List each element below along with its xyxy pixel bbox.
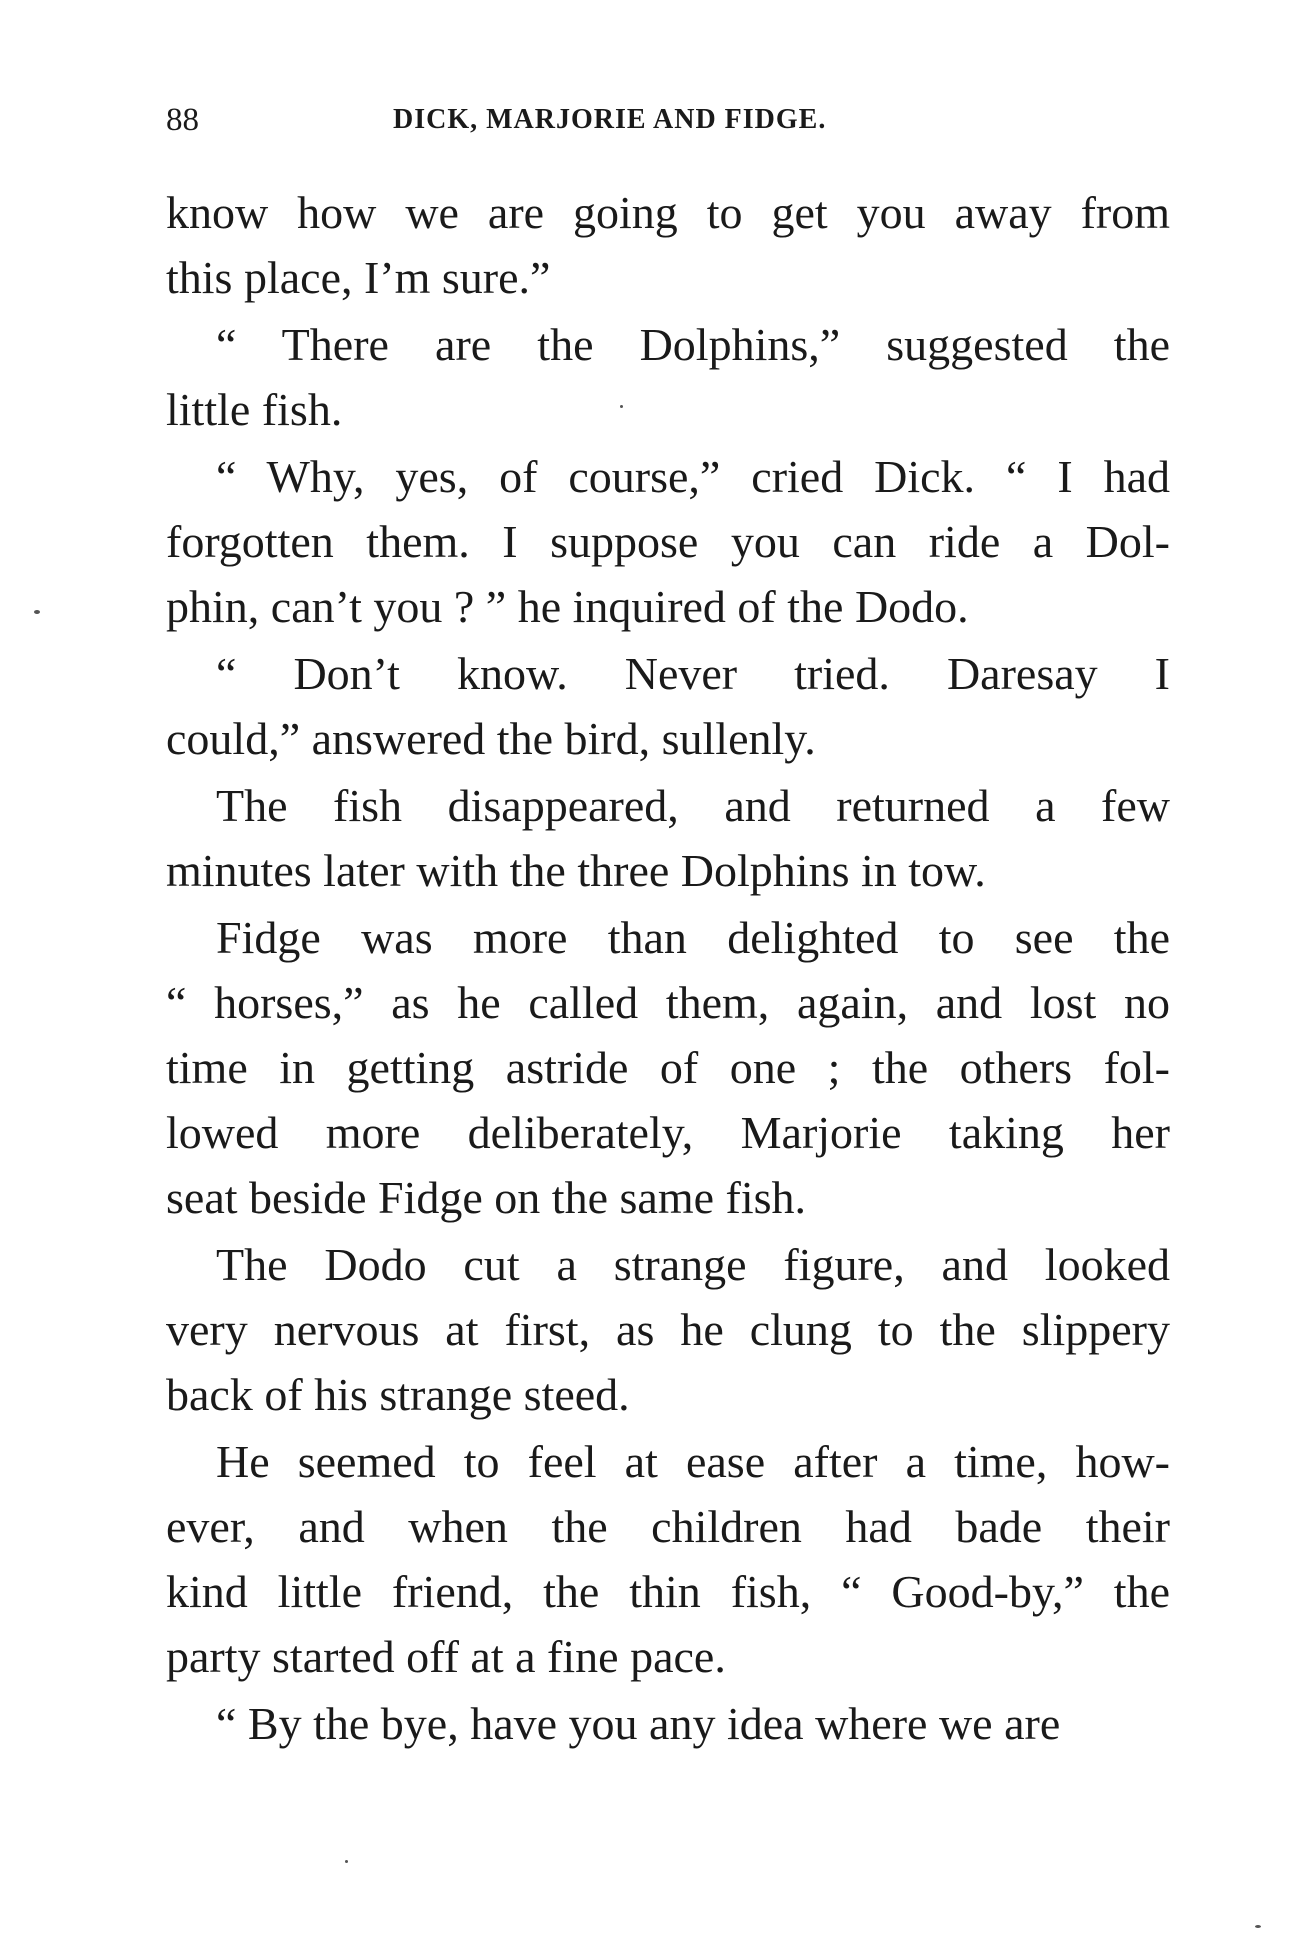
text-line: “ Why, yes, of course,” cried Dick. “ I had (216, 451, 1170, 502)
text-line: ever, and when the children had bade their (166, 1501, 1170, 1552)
page-number: 88 (166, 102, 199, 138)
text-line: kind little friend, the thin fish, “ Good-by,” the (166, 1566, 1170, 1617)
paragraph (166, 641, 1170, 771)
paragraph (166, 444, 1170, 639)
text-line: know how we are going to get you away from (166, 187, 1170, 238)
paragraph (166, 1429, 1170, 1689)
text-line: The Dodo cut a strange figure, and looked (216, 1239, 1170, 1290)
paragraph (166, 773, 1170, 903)
print-speck (620, 405, 623, 408)
text-line: party started off at a fine pace. (166, 1631, 726, 1682)
text-line: The fish disappeared, and returned a few (216, 780, 1170, 831)
text-line: “ By the bye, have you any idea where we are (216, 1698, 1061, 1749)
text-line: “ horses,” as he called them, again, and lost no (166, 977, 1170, 1028)
text-line: phin, can’t you ? ” he inquired of the Dodo. (166, 581, 969, 632)
text-line: back of his strange steed. (166, 1369, 630, 1420)
paragraph (166, 312, 1170, 442)
text-line: forgotten them. I suppose you can ride a Dol- (166, 516, 1170, 567)
text-line: could,” answered the bird, sullenly. (166, 713, 816, 764)
page-header (166, 100, 1166, 140)
text-line: very nervous at first, as he clung to the slippery (166, 1304, 1170, 1355)
text-line: time in getting astride of one ; the others fol- (166, 1042, 1170, 1093)
paragraph (166, 905, 1170, 1230)
text-line: Fidge was more than delighted to see the (216, 912, 1170, 963)
text-line: minutes later with the three Dolphins in tow. (166, 845, 986, 896)
print-speck (345, 1860, 348, 1863)
text-line: seat beside Fidge on the same fish. (166, 1172, 807, 1223)
paragraph (166, 180, 1170, 310)
text-line: “ Don’t know. Never tried. Daresay I (216, 648, 1170, 699)
paragraph (166, 1232, 1170, 1427)
body-text (166, 180, 1170, 1758)
paragraph (166, 1691, 1170, 1756)
text-line: lowed more deliberately, Marjorie taking her (166, 1107, 1170, 1158)
text-line: this place, I’m sure.” (166, 252, 551, 303)
text-line: “ There are the Dolphins,” suggested the (216, 319, 1170, 370)
text-line: little fish. (166, 384, 343, 435)
running-title: DICK, MARJORIE AND FIDGE. (393, 104, 827, 135)
print-speck (34, 610, 40, 614)
print-speck (1255, 1925, 1261, 1928)
text-line: He seemed to feel at ease after a time, how- (216, 1436, 1170, 1487)
